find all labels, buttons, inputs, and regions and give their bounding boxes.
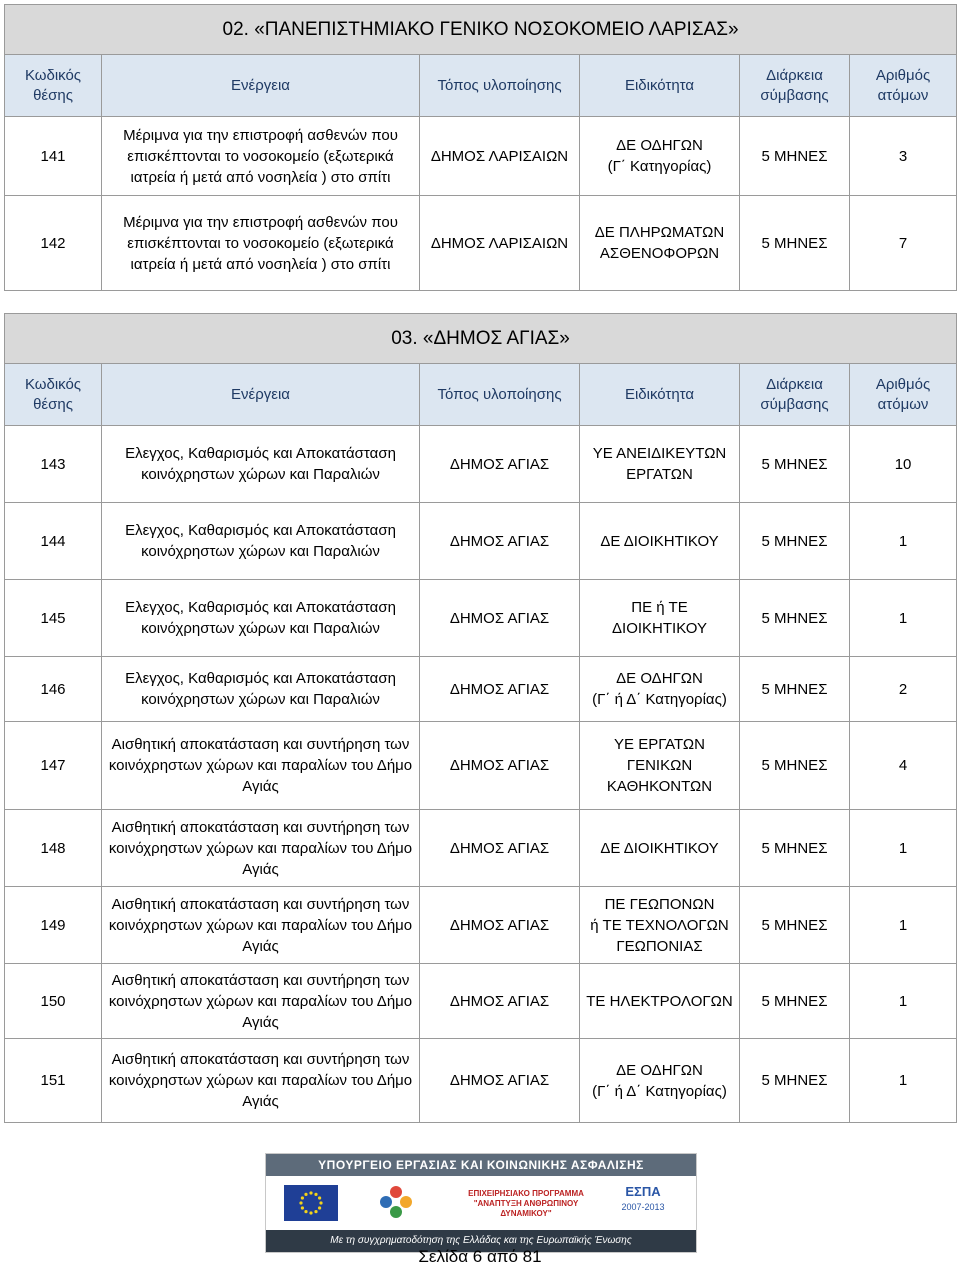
cell-count: 3 xyxy=(850,117,957,196)
cofunding-text: Με τη συγχρηματοδότηση της Ελλάδας και της Ευρωπαϊκής Ένωσης xyxy=(266,1230,696,1252)
cell-count: 7 xyxy=(850,196,957,291)
page-number: Σελίδα 6 από 81 xyxy=(418,1247,542,1266)
cell-code: 148 xyxy=(5,810,102,887)
header-code: Κωδικός θέσης xyxy=(5,364,102,426)
header-duration: Διάρκεια σύμβασης xyxy=(740,55,850,117)
cell-code: 145 xyxy=(5,580,102,657)
cell-specialty: ΔΕ ΠΛΗΡΩΜΑΤΩΝ ΑΣΘΕΝΟΦΟΡΩΝ xyxy=(580,196,740,291)
header-count: Αριθμός ατόμων xyxy=(850,55,957,117)
cell-count: 1 xyxy=(850,887,957,964)
cell-place: ΔΗΜΟΣ ΛΑΡΙΣΑΙΩΝ xyxy=(420,196,580,291)
cell-duration: 5 ΜΗΝΕΣ xyxy=(740,1039,850,1123)
cell-place: ΔΗΜΟΣ ΑΓΙΑΣ xyxy=(420,887,580,964)
cell-action: Ελεγχος, Καθαρισμός και Αποκατάσταση κοινόχρηστων χώρων και Παραλιών xyxy=(102,503,420,580)
cell-action: Αισθητική αποκατάσταση και συντήρηση των κοινόχρηστων χώρων και παραλίων του Δήμο Αγιάς xyxy=(102,722,420,810)
dimos-agias-section-table xyxy=(4,313,957,1123)
cell-action: Ελεγχος, Καθαρισμός και Αποκατάσταση κοινόχρηστων χώρων και Παραλιών xyxy=(102,580,420,657)
section-title: 02. «ΠΑΝΕΠΙΣΤΗΜΙΑΚΟ ΓΕΝΙΚΟ ΝΟΣΟΚΟΜΕΙΟ ΛΑΡΙΣΑΣ» xyxy=(5,5,957,55)
cell-place: ΔΗΜΟΣ ΑΓΙΑΣ xyxy=(420,810,580,887)
hospital-section-table xyxy=(4,4,957,291)
cell-count: 1 xyxy=(850,1039,957,1123)
table-row xyxy=(5,117,957,196)
cell-place: ΔΗΜΟΣ ΑΓΙΑΣ xyxy=(420,1039,580,1123)
eu-flag-icon xyxy=(284,1185,338,1221)
cell-count: 4 xyxy=(850,722,957,810)
cell-specialty: ΔΕ ΟΔΗΓΩΝ (Γ΄ ή Δ΄ Κατηγορίας) xyxy=(580,657,740,722)
cell-place: ΔΗΜΟΣ ΑΓΙΑΣ xyxy=(420,964,580,1039)
cell-specialty: ΥΕ ΑΝΕΙΔΙΚΕΥΤΩΝ ΕΡΓΑΤΩΝ xyxy=(580,426,740,503)
cofunding-banner xyxy=(265,1153,697,1253)
header-action: Ενέργεια xyxy=(102,55,420,117)
cell-code: 150 xyxy=(5,964,102,1039)
cell-duration: 5 ΜΗΝΕΣ xyxy=(740,426,850,503)
cell-place: ΔΗΜΟΣ ΑΓΙΑΣ xyxy=(420,722,580,810)
cell-action: Αισθητική αποκατάσταση και συντήρηση των κοινόχρηστων χώρων και παραλίων του Δήμο Αγιάς xyxy=(102,964,420,1039)
header-duration: Διάρκεια σύμβασης xyxy=(740,364,850,426)
cell-duration: 5 ΜΗΝΕΣ xyxy=(740,964,850,1039)
cell-code: 146 xyxy=(5,657,102,722)
cell-place: ΔΗΜΟΣ ΑΓΙΑΣ xyxy=(420,657,580,722)
header-specialty: Ειδικότητα xyxy=(580,364,740,426)
cell-specialty: ΔΕ ΔΙΟΙΚΗΤΙΚΟΥ xyxy=(580,810,740,887)
header-place: Τόπος υλοποίησης xyxy=(420,55,580,117)
cell-count: 10 xyxy=(850,426,957,503)
header-place: Τόπος υλοποίησης xyxy=(420,364,580,426)
ministry-title: ΥΠΟΥΡΓΕΙΟ ΕΡΓΑΣΙΑΣ ΚΑΙ ΚΟΙΝΩΝΙΚΗΣ ΑΣΦΑΛΙΣΗΣ xyxy=(266,1154,696,1176)
cell-action: Αισθητική αποκατάσταση και συντήρηση των κοινόχρηστων χώρων και παραλίων του Δήμο Αγιάς xyxy=(102,810,420,887)
cell-duration: 5 ΜΗΝΕΣ xyxy=(740,722,850,810)
section-title: 03. «ΔΗΜΟΣ ΑΓΙΑΣ» xyxy=(5,314,957,364)
cell-count: 1 xyxy=(850,580,957,657)
header-specialty: Ειδικότητα xyxy=(580,55,740,117)
cell-specialty: ΠΕ ΓΕΩΠΟΝΩΝ ή ΤΕ ΤΕΧΝΟΛΟΓΩΝ ΓΕΩΠΟΝΙΑΣ xyxy=(580,887,740,964)
cell-duration: 5 ΜΗΝΕΣ xyxy=(740,196,850,291)
cell-specialty: ΔΕ ΔΙΟΙΚΗΤΙΚΟΥ xyxy=(580,503,740,580)
cell-code: 142 xyxy=(5,196,102,291)
espa-logo xyxy=(609,1184,677,1220)
cell-action: Ελεγχος, Καθαρισμός και Αποκατάσταση κοινόχρηστων χώρων και Παραλιών xyxy=(102,426,420,503)
cell-count: 1 xyxy=(850,964,957,1039)
cell-action: Αισθητική αποκατάσταση και συντήρηση των κοινόχρηστων χώρων και παραλίων του Δήμο Αγιάς xyxy=(102,1039,420,1123)
cell-code: 144 xyxy=(5,503,102,580)
table-row xyxy=(5,426,957,503)
table-row xyxy=(5,810,957,887)
table-row xyxy=(5,722,957,810)
cell-code: 143 xyxy=(5,426,102,503)
cell-code: 147 xyxy=(5,722,102,810)
cell-duration: 5 ΜΗΝΕΣ xyxy=(740,580,850,657)
cell-duration: 5 ΜΗΝΕΣ xyxy=(740,503,850,580)
table-row xyxy=(5,657,957,722)
table-row xyxy=(5,1039,957,1123)
table-row xyxy=(5,196,957,291)
cell-specialty: ΔΕ ΟΔΗΓΩΝ (Γ΄ Κατηγορίας) xyxy=(580,117,740,196)
cell-duration: 5 ΜΗΝΕΣ xyxy=(740,810,850,887)
cell-code: 151 xyxy=(5,1039,102,1123)
cell-action: Ελεγχος, Καθαρισμός και Αποκατάσταση κοινόχρηστων χώρων και Παραλιών xyxy=(102,657,420,722)
cell-duration: 5 ΜΗΝΕΣ xyxy=(740,887,850,964)
cell-duration: 5 ΜΗΝΕΣ xyxy=(740,117,850,196)
cell-action: Αισθητική αποκατάσταση και συντήρηση των κοινόχρηστων χώρων και παραλίων του Δήμο Αγιάς xyxy=(102,887,420,964)
cell-place: ΔΗΜΟΣ ΑΓΙΑΣ xyxy=(420,580,580,657)
table-row xyxy=(5,964,957,1039)
espa-label: ΕΣΠΑ xyxy=(625,1184,661,1199)
cell-code: 149 xyxy=(5,887,102,964)
cell-place: ΔΗΜΟΣ ΑΓΙΑΣ xyxy=(420,426,580,503)
cell-place: ΔΗΜΟΣ ΑΓΙΑΣ xyxy=(420,503,580,580)
header-code: Κωδικός θέσης xyxy=(5,55,102,117)
cell-count: 1 xyxy=(850,810,957,887)
header-action: Ενέργεια xyxy=(102,364,420,426)
cell-place: ΔΗΜΟΣ ΛΑΡΙΣΑΙΩΝ xyxy=(420,117,580,196)
cell-specialty: ΤΕ ΗΛΕΚΤΡΟΛΟΓΩΝ xyxy=(580,964,740,1039)
cell-specialty: ΠΕ ή ΤΕ ΔΙΟΙΚΗΤΙΚΟΥ xyxy=(580,580,740,657)
cell-action: Μέριμνα για την επιστροφή ασθενών που επισκέπτονται το νοσοκομείο (εξωτερικά ιατρεία ή μετά από νοσηλεία ) στο σπίτι xyxy=(102,196,420,291)
cell-code: 141 xyxy=(5,117,102,196)
table-row xyxy=(5,503,957,580)
cell-specialty: ΔΕ ΟΔΗΓΩΝ (Γ΄ ή Δ΄ Κατηγορίας) xyxy=(580,1039,740,1123)
cell-specialty: ΥΕ ΕΡΓΑΤΩΝ ΓΕΝΙΚΩΝ ΚΑΘΗΚΟΝΤΩΝ xyxy=(580,722,740,810)
cell-count: 1 xyxy=(850,503,957,580)
table-row xyxy=(5,887,957,964)
espa-years: 2007-2013 xyxy=(621,1202,665,1212)
cell-action: Μέριμνα για την επιστροφή ασθενών που επισκέπτονται το νοσοκομείο (εξωτερικά ιατρεία ή μετά από νοσηλεία ) στο σπίτι xyxy=(102,117,420,196)
program-text: ΕΠΙΧΕΙΡΗΣΙΑΚΟ ΠΡΟΓΡΑΜΜΑ "ΑΝΑΠΤΥΞΗ ΑΝΘΡΩΠΙΝΟΥ ΔΥΝΑΜΙΚΟΥ" xyxy=(468,1189,584,1218)
table-row xyxy=(5,580,957,657)
flower-logo-icon xyxy=(376,1182,416,1222)
cell-duration: 5 ΜΗΝΕΣ xyxy=(740,657,850,722)
cell-count: 2 xyxy=(850,657,957,722)
header-count: Αριθμός ατόμων xyxy=(850,364,957,426)
